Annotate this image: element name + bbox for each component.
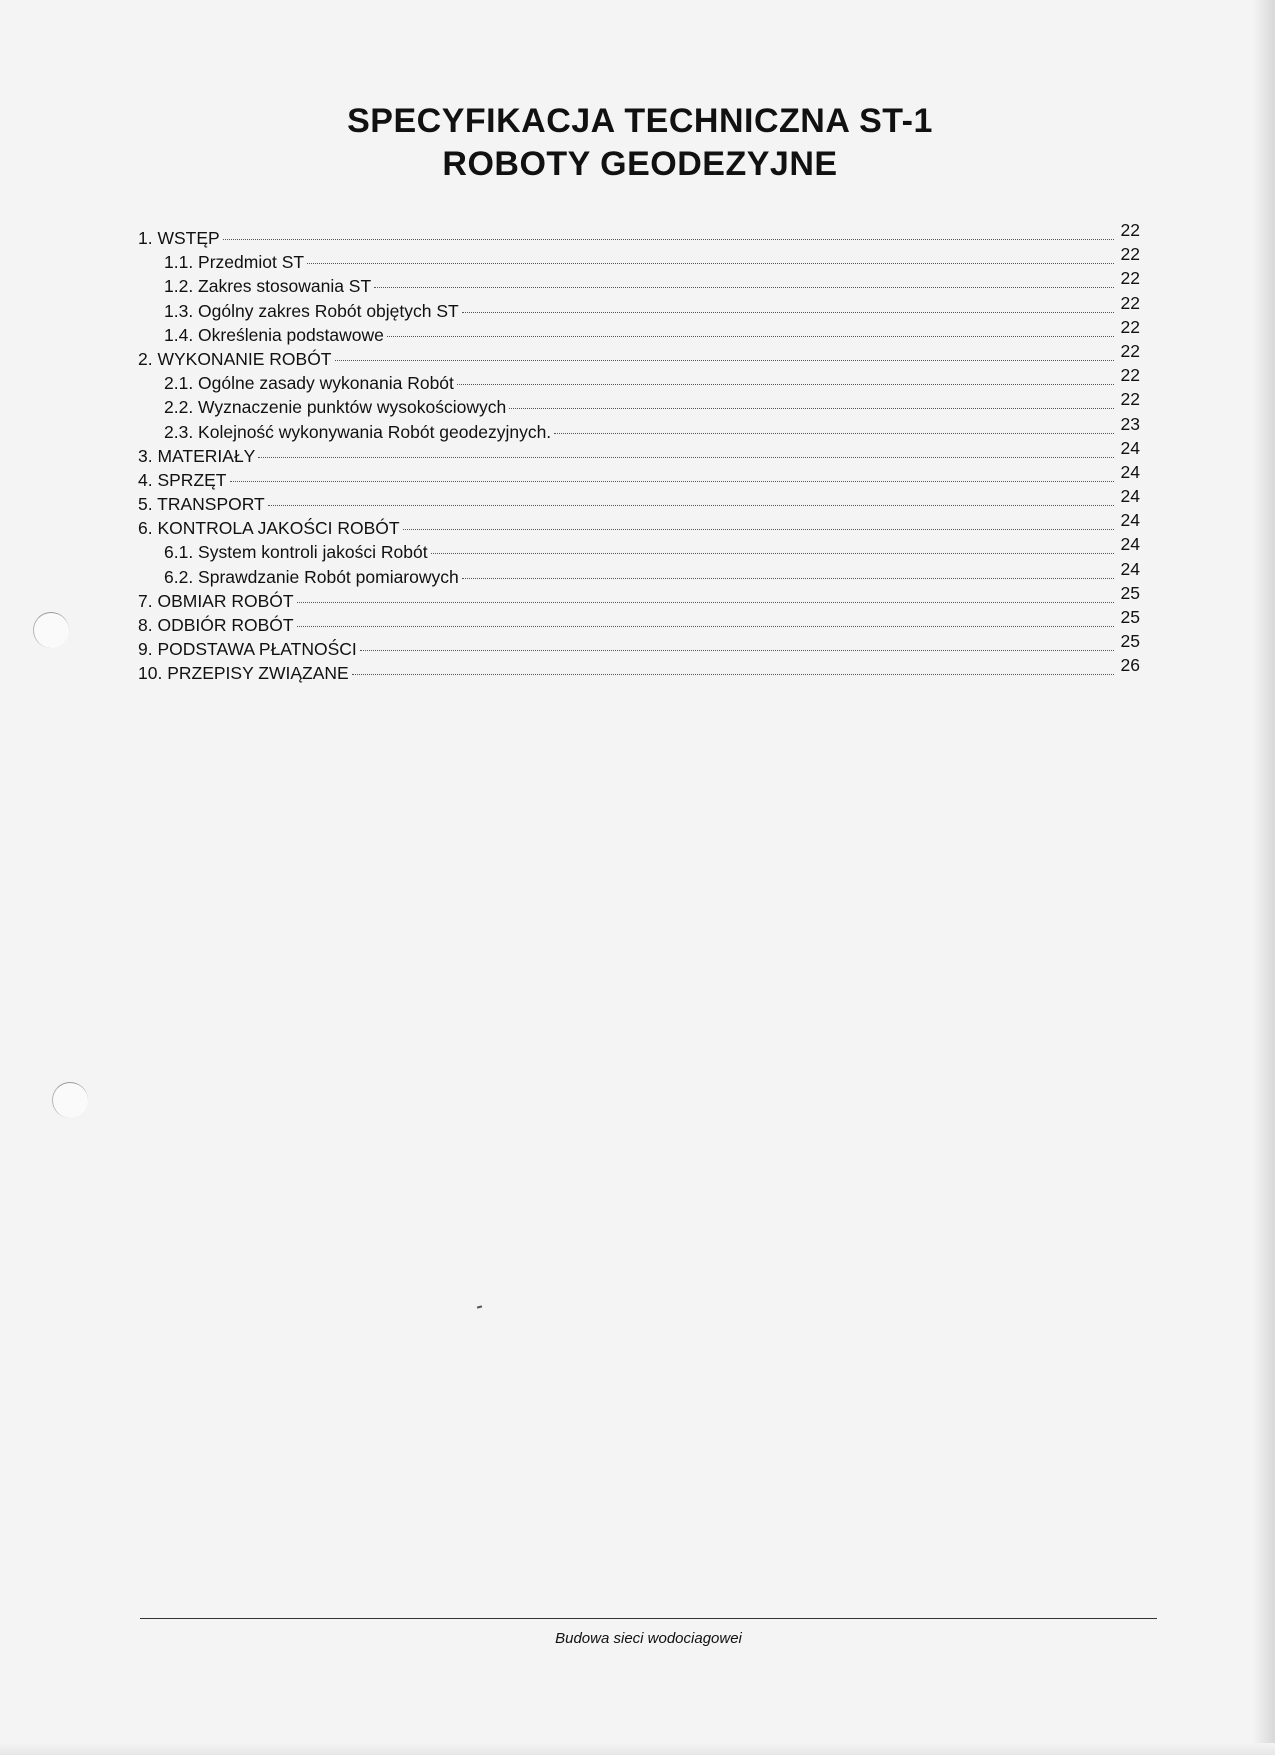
toc-entry-label: 1.2. Zakres stosowania ST — [164, 276, 372, 297]
toc-leader-dots — [297, 602, 1114, 603]
toc-entry-page-number: 23 — [1120, 413, 1140, 434]
toc-entry-label: 1.1. Przedmiot ST — [164, 252, 305, 273]
toc-entry-label: 3. MATERIAŁY — [138, 445, 256, 466]
toc-entry-page-number: 22 — [1120, 340, 1140, 361]
toc-entry — [138, 607, 1140, 637]
toc-entry-label: 6.1. System kontroli jakości Robót — [164, 542, 428, 563]
footer-text: Budowa sieci wodociagowei — [555, 1630, 742, 1647]
footer-rule — [140, 1618, 1157, 1619]
toc-leader-dots — [403, 529, 1114, 530]
toc-entry — [138, 244, 1140, 274]
toc-entry — [138, 413, 1140, 444]
toc-entry — [138, 220, 1140, 250]
toc-leader-dots — [335, 360, 1115, 361]
document-title — [190, 100, 1090, 186]
toc-entry-label: 2.2. Wyznaczenie punktów wysokościowych — [164, 397, 507, 418]
toc-leader-dots — [462, 312, 1114, 313]
title-line-1: SPECYFIKACJA TECHNICZNA ST-1 — [347, 102, 933, 140]
scan-speck — [477, 1305, 482, 1308]
toc-entry — [138, 316, 1140, 347]
toc-leader-dots — [223, 239, 1114, 240]
punch-hole — [33, 612, 69, 648]
toc-entry-label: 8. ODBIÓR ROBÓT — [138, 615, 294, 635]
toc-entry — [138, 510, 1140, 540]
toc-entry — [138, 389, 1140, 419]
toc-leader-dots — [307, 263, 1114, 264]
toc-leader-dots — [297, 626, 1114, 627]
toc-entry-page-number: 24 — [1120, 534, 1140, 555]
toc-leader-dots — [462, 578, 1114, 579]
toc-entry-page-number: 24 — [1120, 461, 1140, 482]
toc-entry-page-number: 25 — [1120, 582, 1140, 603]
toc-entry — [138, 582, 1140, 613]
toc-entry — [138, 534, 1140, 564]
toc-entry — [138, 631, 1140, 661]
toc-leader-dots — [360, 650, 1114, 651]
page-edge-shadow — [1253, 0, 1275, 1755]
toc-entry-label: 2.1. Ogólne zasady wykonania Robót — [164, 373, 454, 394]
toc-entry — [138, 558, 1140, 589]
toc-entry-label: 2. WYKONANIE ROBÓT — [138, 348, 332, 369]
toc-leader-dots — [457, 384, 1114, 385]
toc-entry-page-number: 25 — [1120, 607, 1140, 627]
toc-entry-page-number: 22 — [1120, 220, 1140, 240]
toc-leader-dots — [554, 433, 1114, 434]
toc-leader-dots — [509, 408, 1114, 409]
toc-entry-label: 1.4. Określenia podstawowe — [164, 324, 384, 345]
toc-entry-page-number: 22 — [1120, 389, 1140, 410]
toc-entry-label: 9. PODSTAWA PŁATNOŚCI — [138, 639, 357, 660]
toc-entry — [138, 655, 1140, 685]
toc-leader-dots — [230, 481, 1115, 482]
toc-entry-label: 4. SPRZĘT — [138, 469, 227, 490]
toc-leader-dots — [387, 336, 1114, 337]
toc-entry-page-number: 24 — [1120, 558, 1140, 579]
toc-entry-label: 1. WSTĘP — [138, 228, 220, 248]
toc-entry — [138, 486, 1140, 516]
toc-entry-label: 7. OBMIAR ROBÓT — [138, 590, 294, 611]
page-bottom-edge — [0, 1743, 1275, 1755]
toc-entry-page-number: 22 — [1120, 244, 1140, 265]
toc-entry-page-number: 26 — [1120, 655, 1140, 676]
toc-entry-label: 5. TRANSPORT — [138, 494, 265, 515]
toc-entry-label: 10. PRZEPISY ZWIĄZANE — [138, 663, 349, 684]
title-line-2: ROBOTY GEODEZYJNE — [442, 145, 838, 183]
table-of-contents — [138, 220, 1140, 686]
punch-hole — [52, 1082, 88, 1118]
toc-leader-dots — [268, 505, 1114, 506]
toc-entry-page-number: 24 — [1120, 437, 1140, 458]
toc-leader-dots — [352, 674, 1114, 675]
toc-entry — [138, 340, 1140, 371]
toc-leader-dots — [374, 287, 1114, 288]
toc-entry-label: 1.3. Ogólny zakres Robót objętych ST — [164, 300, 459, 321]
toc-entry-label: 6.2. Sprawdzanie Robót pomiarowych — [164, 566, 459, 587]
toc-entry-page-number: 22 — [1120, 292, 1140, 313]
toc-entry — [138, 292, 1140, 323]
toc-leader-dots — [431, 553, 1114, 554]
toc-leader-dots — [258, 457, 1114, 458]
toc-entry-page-number: 22 — [1120, 268, 1140, 289]
toc-entry-page-number: 22 — [1120, 316, 1140, 337]
toc-entry — [138, 437, 1140, 468]
toc-entry-page-number: 25 — [1120, 631, 1140, 652]
toc-entry — [138, 268, 1140, 298]
toc-entry — [138, 365, 1140, 395]
toc-entry — [138, 461, 1140, 492]
toc-entry-page-number: 24 — [1120, 510, 1140, 531]
toc-entry-label: 2.3. Kolejność wykonywania Robót geodezyjnych. — [164, 421, 552, 442]
toc-entry-page-number: 22 — [1120, 365, 1140, 386]
toc-entry-page-number: 24 — [1120, 486, 1140, 507]
toc-entry-label: 6. KONTROLA JAKOŚCI ROBÓT — [138, 518, 400, 539]
